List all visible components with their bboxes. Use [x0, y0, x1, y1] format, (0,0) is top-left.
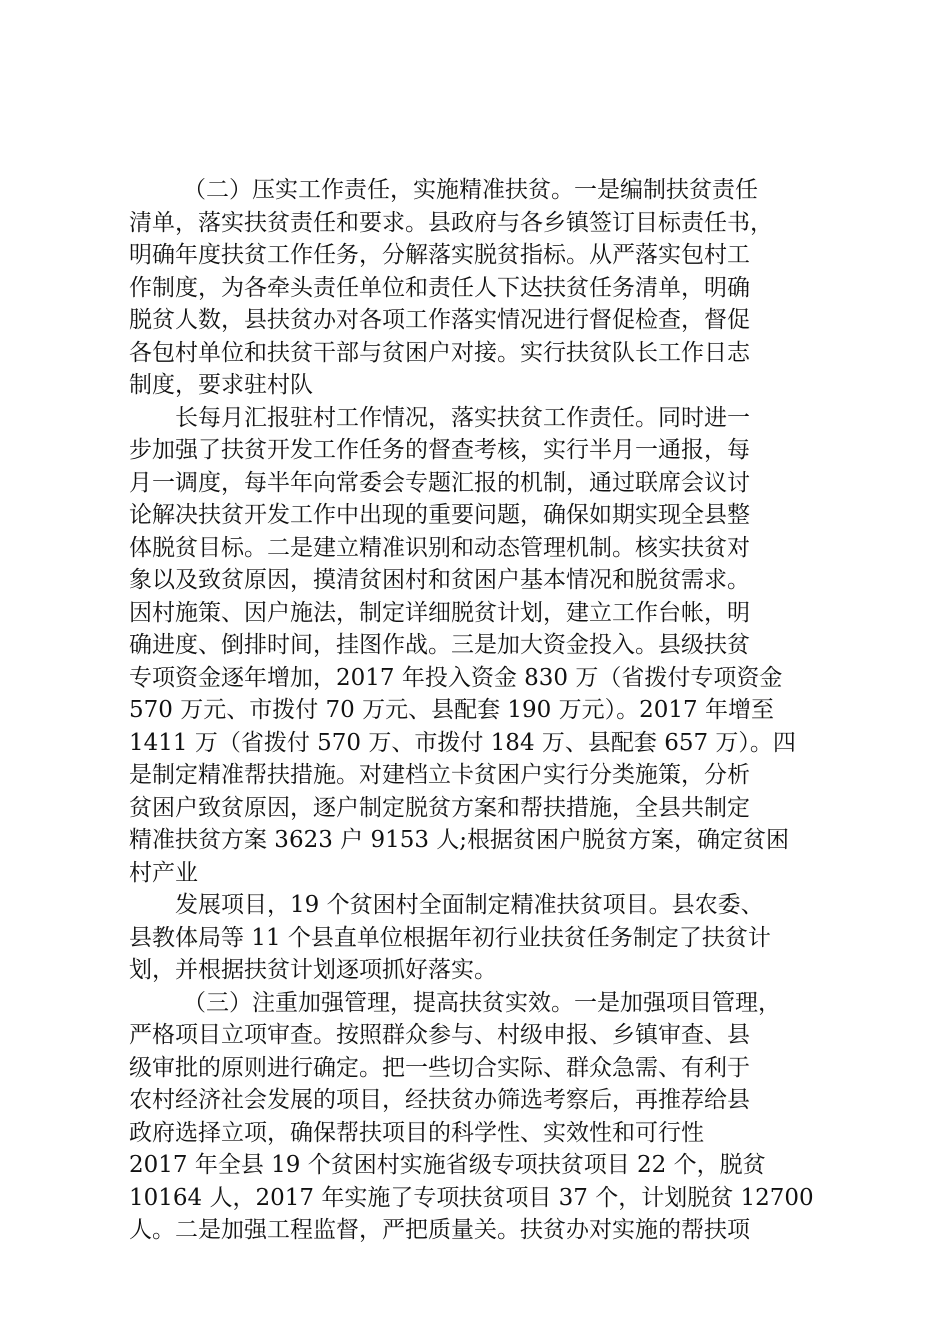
text-line: 1411 万（省拨付 570 万、市拨付 184 万、县配套 657 万）。四 [129, 729, 796, 756]
paragraph [129, 987, 829, 1247]
text-line: 10164 人，2017 年实施了专项扶贫项目 37 个，计划脱贫 12700 [129, 1184, 814, 1211]
text-line: 因村施策、因户施法，制定详细脱贫计划，建立工作台帐，明 [129, 599, 750, 626]
text-line: 象以及致贫原因，摸清贫困村和贫困户基本情况和脱贫需求。 [129, 567, 750, 593]
text-line: 体脱贫目标。二是建立精准识别和动态管理机制。核实扶贫对 [129, 534, 750, 561]
text-line: 月一调度，每半年向常委会专题汇报的机制，通过联席会议讨 [129, 469, 750, 496]
text-line: 贫困户致贫原因，逐户制定脱贫方案和帮扶措施，全县共制定 [129, 794, 750, 821]
text-line: （二）压实工作责任，实施精准扶贫。一是编制扶贫责任 [183, 177, 758, 203]
text-line: 发展项目，19 个贫困村全面制定精准扶贫项目。县农委、 [175, 892, 764, 918]
text-line: （三）注重加强管理，提高扶贫实效。一是加强项目管理， [183, 989, 781, 1016]
text-line: 论解决扶贫开发工作中出现的重要问题，确保如期实现全县整 [129, 502, 750, 528]
text-line: 精准扶贫方案 3623 户 9153 人;根据贫困户脱贫方案，确定贫困 [129, 827, 790, 853]
text-line: 各包村单位和扶贫干部与贫困户对接。实行扶贫队长工作日志 [129, 339, 750, 366]
text-line: 划，并根据扶贫计划逐项抓好落实。 [129, 957, 497, 983]
text-line: 长每月汇报驻村工作情况，落实扶贫工作责任。同时进一 [175, 404, 750, 431]
paragraph [129, 174, 829, 402]
paragraph [129, 402, 829, 890]
text-line: 严格项目立项审查。按照群众参与、村级申报、乡镇审查、县 [129, 1022, 750, 1048]
paragraph [129, 889, 829, 987]
document-page [129, 174, 829, 1247]
text-line: 明确年度扶贫工作任务，分解落实脱贫指标。从严落实包村工 [129, 242, 750, 268]
text-line: 农村经济社会发展的项目，经扶贫办筛选考察后，再推荐给县 [129, 1087, 750, 1113]
text-line: 村产业 [129, 859, 198, 886]
text-line: 2017 年全县 19 个贫困村实施省级专项扶贫项目 22 个，脱贫 [129, 1152, 766, 1178]
text-line: 步加强了扶贫开发工作任务的督查考核，实行半月一通报，每 [129, 437, 750, 463]
text-line: 570 万元、市拨付 70 万元、县配套 190 万元）。2017 年增至 [129, 697, 774, 723]
text-line: 政府选择立项，确保帮扶项目的科学性、实效性和可行性 [129, 1119, 704, 1146]
text-line: 专项资金逐年增加，2017 年投入资金 830 万（省拨付专项资金 [129, 664, 783, 691]
text-line: 清单，落实扶贫责任和要求。县政府与各乡镇签订目标责任书， [129, 209, 773, 236]
text-line: 县教体局等 11 个县直单位根据年初行业扶贫任务制定了扶贫计 [129, 924, 771, 951]
text-line: 人。二是加强工程监督，严把质量关。扶贫办对实施的帮扶项 [129, 1217, 750, 1243]
text-line: 是制定精准帮扶措施。对建档立卡贫困户实行分类施策，分析 [129, 762, 750, 788]
text-line: 脱贫人数，县扶贫办对各项工作落实情况进行督促检查，督促 [129, 307, 750, 333]
text-line: 确进度、倒排时间，挂图作战。三是加大资金投入。县级扶贫 [129, 632, 750, 658]
text-line: 作制度，为各牵头责任单位和责任人下达扶贫任务清单，明确 [129, 274, 750, 301]
text-line: 制度，要求驻村队 [129, 372, 313, 398]
text-line: 级审批的原则进行确定。把一些切合实际、群众急需、有利于 [129, 1054, 750, 1081]
